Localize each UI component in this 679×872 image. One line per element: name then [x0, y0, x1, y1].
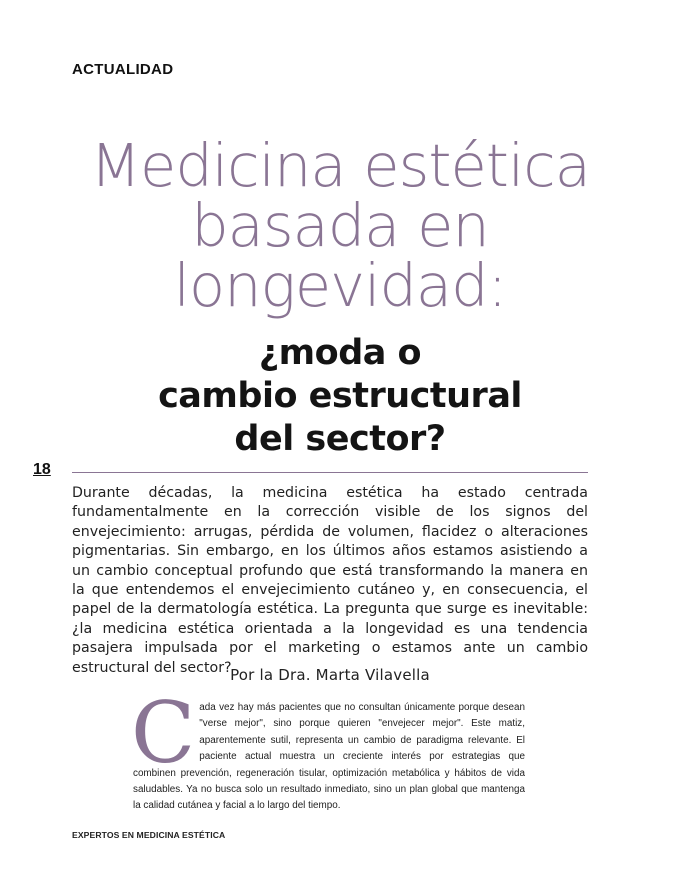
lead-paragraph: Durante décadas, la medicina estética ha estado centrada fundamentalmente en la corrección visible de los signos del envejecimiento: arrugas, pérdida de volumen, flacidez o alteraciones pigmentarias. Sin embargo, en los últimos años estamos asistiendo a un cambio conceptual profundo que está transformando la manera en la que entendemos el envejecimiento cutáneo y, en consecuencia, el papel de la dermatología estética. La pregunta que surge es inevitable: ¿la medicina estética orientada a la longevidad es una tendencia pasajera impulsada por el marketing o estamos ante un cambio estructural del sector? [72, 485, 588, 676]
page-number: 18 [33, 461, 51, 478]
title-line-3: longevidad: [173, 251, 507, 320]
body-text: ada vez hay más pacientes que no consultan únicamente porque desean "verse mejor", sino porque quieren "envejecer mejor". Este matiz, aparentemente sutil, representa un cambio de paradigma relevante. El paciente actual muestra un creciente interés por estrategias que combinen prevención, regeneración tisular, optimización metabólica y hábitos de vida saludables. Ya no busca solo un resultado inmediato, sino un plan global que mantenga la calidad cutánea y facial a lo largo del tiempo. [133, 702, 525, 812]
author-byline: Por la Dra. Marta Vilavella [230, 666, 430, 684]
subtitle-line-2: cambio estructural [158, 376, 522, 416]
subtitle-line-3: del sector? [234, 419, 446, 459]
title-line-1: Medicina estética [90, 131, 590, 200]
title-line-2: basada en [191, 191, 489, 260]
drop-cap: C [131, 684, 196, 782]
section-label: ACTUALIDAD [72, 61, 174, 78]
divider-rule [72, 472, 588, 473]
article-title [40, 131, 640, 320]
body-paragraph [131, 684, 525, 815]
article-subtitle [40, 332, 640, 461]
subtitle-line-1: ¿moda o [258, 333, 422, 373]
footer-publication: EXPERTOS EN MEDICINA ESTÉTICA [72, 830, 226, 840]
